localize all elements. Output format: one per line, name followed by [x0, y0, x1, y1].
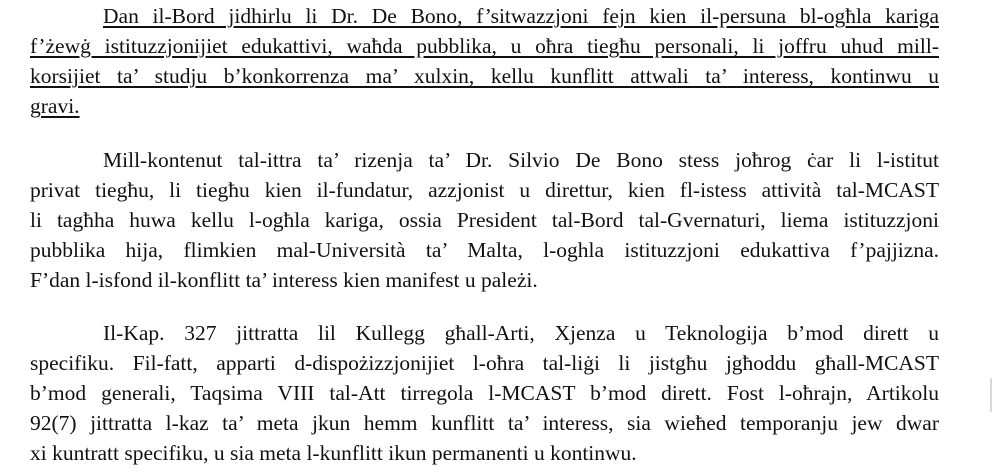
paragraph-3-line-1: Il-Kap. 327 jittratta lil Kullegg għall-Arti, Xjenza u Teknologija b’mod dirett u — [103, 321, 939, 345]
paragraph-2-line-4: pubblika hija, flimkien mal-Università ta’ Malta, l-oghla istituzzjoni edukattiva f’pajjizna. — [30, 238, 939, 262]
paragraph-1-line-1: Dan il-Bord jidhirlu li Dr. De Bono, f’sitwazzjoni fejn kien il-persuna bl-ogħla kariga — [103, 4, 939, 28]
paragraph-2-line-3: li tagħha huwa kellu l-ogħla kariga, ossia President tal-Bord tal-Gvernaturi, liema istituzzjoni — [30, 208, 939, 232]
paragraph-3-line-3: b’mod generali, Taqsima VIII tal-Att tirregola l-MCAST b’mod dirett. Fost l-oħrajn, Artikolu — [30, 381, 939, 405]
page-edge-mark — [990, 378, 992, 412]
paragraph-2-line-1: Mill-kontenut tal-ittra ta’ rizenja ta’ Dr. Silvio De Bono stess joħrog ċar li l-istitut — [103, 148, 939, 172]
paragraph-3-line-4: 92(7) jittratta l-kaz ta’ meta jkun hemm kunflitt ta’ interess, sia wieħed temporanju jew dwar — [30, 411, 939, 435]
paragraph-2-line-5: F’dan l-isfond il-konflitt ta’ interess kien manifest u pależi. — [30, 268, 538, 292]
paragraph-1-line-4: gravi. — [30, 94, 80, 118]
paragraph-1-line-2: f’żewġ istituzzjonijiet edukattivi, waħda pubblika, u oħra tiegħu personali, li joffru uhud mill- — [30, 34, 939, 58]
paragraph-2-line-2: privat tiegħu, li tiegħu kien il-fundatur, azzjonist u direttur, kien fl-istess attività tal-MCAST — [30, 178, 939, 202]
paragraph-1-line-3: korsijiet ta’ studju b’konkorrenza ma’ xulxin, kellu kunflitt attwali ta’ interess, kontinwu u — [30, 64, 939, 88]
paragraph-3-line-5: xi kuntratt specifiku, u sia meta l-kunflitt ikun permanenti u kontinwu. — [30, 441, 637, 465]
paragraph-3-line-2: specifiku. Fil-fatt, apparti d-dispożizzjonijiet l-oħra tal-liġi li jistgħu jgħoddu għall-MCAST — [30, 351, 939, 375]
